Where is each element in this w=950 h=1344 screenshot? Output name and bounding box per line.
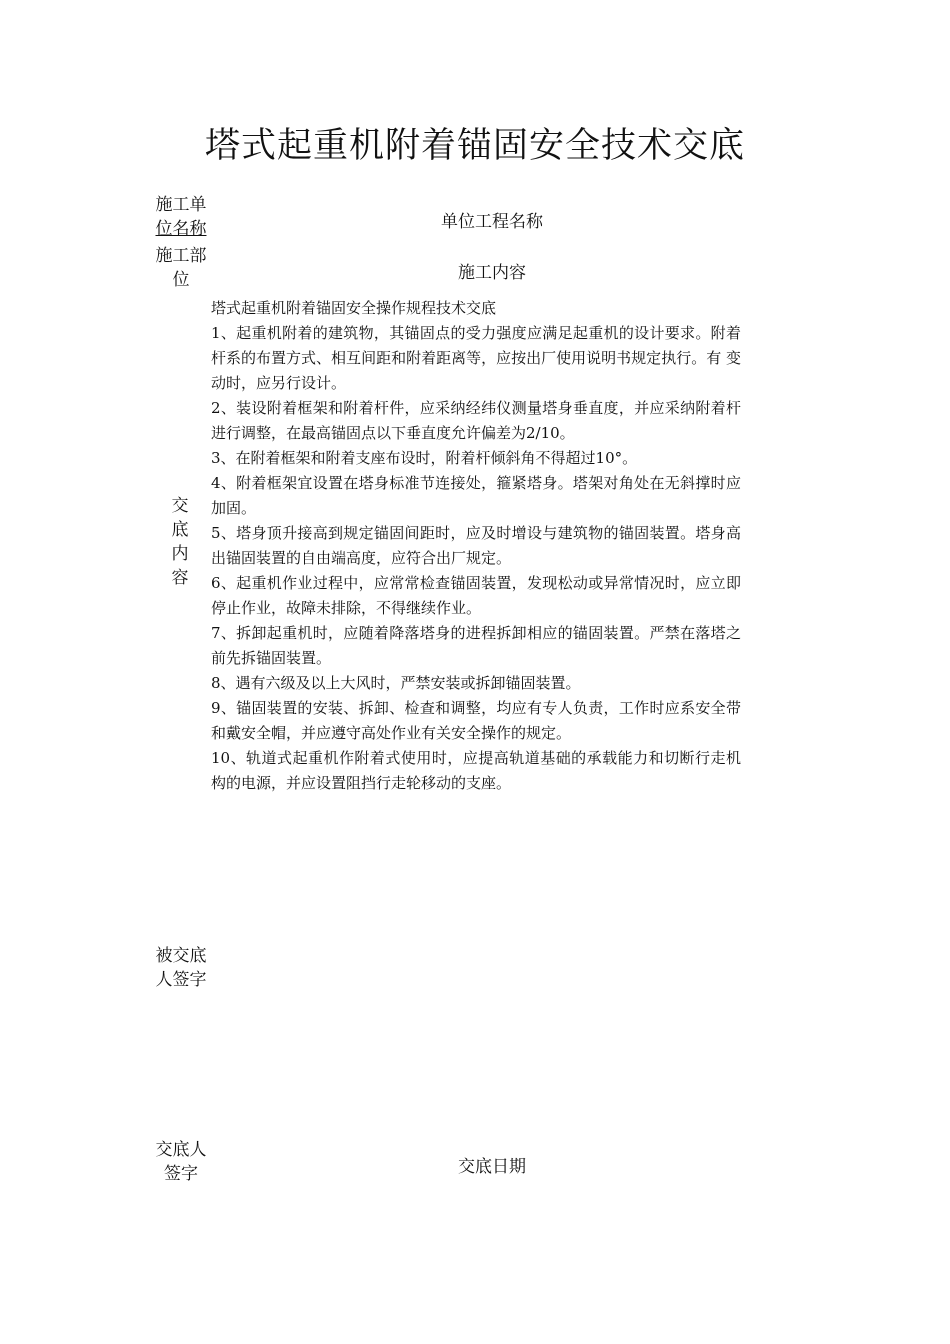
signee-label-line2: 人签字 — [155, 970, 207, 990]
disclosure-item: 6、起重机作业过程中，应常常检查锚固装置，发现松动或异常情况时，应立即 停止作业，故障未排除，不得继续作业。 — [211, 574, 741, 617]
disclosure-heading: 塔式起重机附着锚固安全操作规程技术交底 — [211, 299, 497, 317]
disclosure-label-char: 交 — [171, 496, 189, 516]
disclosure-label-char: 容 — [171, 568, 189, 588]
disclosure-content-label — [168, 494, 192, 590]
discloser-label-line1: 交底人 — [155, 1140, 207, 1160]
construction-part-label-line1: 施工部 — [155, 246, 207, 266]
construction-content-label: 施工内容 — [458, 263, 526, 283]
disclosure-body — [211, 296, 741, 796]
discloser-signature-label — [150, 1138, 212, 1186]
disclosure-item: 2、装设附着框架和附着杆件，应采纳经纬仪测量塔身垂直度，并应采纳附着杆 进行调整，在最高锚固点以下垂直度允许偏差为2/10。 — [211, 399, 741, 442]
signee-signature-label — [148, 944, 214, 992]
document-title: 塔式起重机附着锚固安全技术交底 — [204, 126, 745, 166]
construction-part-label — [150, 244, 212, 292]
disclosure-item: 9、锚固装置的安装、拆卸、检查和调整，均应有专人负责，工作时应系安全带 和戴安全帽，并应遵守高处作业有关安全操作的规定。 — [211, 699, 741, 742]
construction-unit-label-line1: 施工单 — [155, 195, 207, 215]
construction-unit-label-line2: 位名称 — [155, 219, 207, 239]
disclosure-item: 1、起重机附着的建筑物，其锚固点的受力强度应满足起重机的设计要求。附着 杆系的布置方式、相互间距和附着距离等，应按出厂使用说明书规定执行。有 变动时，应另行设计。 — [211, 324, 741, 392]
disclosure-item: 8、遇有六级及以上大风时，严禁安装或拆卸锚固装置。 — [211, 674, 581, 692]
discloser-label-line2: 签字 — [164, 1164, 198, 1184]
disclosure-item: 4、附着框架宜设置在塔身标准节连接处，箍紧塔身。塔架对角处在无斜撑时应 加固。 — [211, 474, 741, 517]
disclosure-label-char: 内 — [171, 544, 189, 564]
disclosure-label-char: 底 — [171, 520, 189, 540]
disclosure-item: 5、塔身顶升接高到规定锚固间距时，应及时增设与建筑物的锚固装置。塔身高 出锚固装置的自由端高度，应符合出厂规定。 — [211, 524, 741, 567]
project-name-label: 单位工程名称 — [441, 212, 543, 232]
signee-label-line1: 被交底 — [155, 946, 207, 966]
construction-unit-label — [150, 193, 212, 241]
disclosure-item: 7、拆卸起重机时，应随着降落塔身的进程拆卸相应的锚固装置。严禁在落塔之 前先拆锚固装置。 — [211, 624, 741, 667]
disclosure-item: 10、轨道式起重机作附着式使用时，应提高轨道基础的承载能力和切断行走机 构的电源，并应设置阻挡行走轮移动的支座。 — [211, 749, 741, 792]
disclosure-date-label: 交底日期 — [458, 1157, 526, 1177]
construction-part-label-line2: 位 — [172, 270, 190, 290]
disclosure-item: 3、在附着框架和附着支座布设时，附着杆倾斜角不得超过10°。 — [211, 449, 638, 467]
